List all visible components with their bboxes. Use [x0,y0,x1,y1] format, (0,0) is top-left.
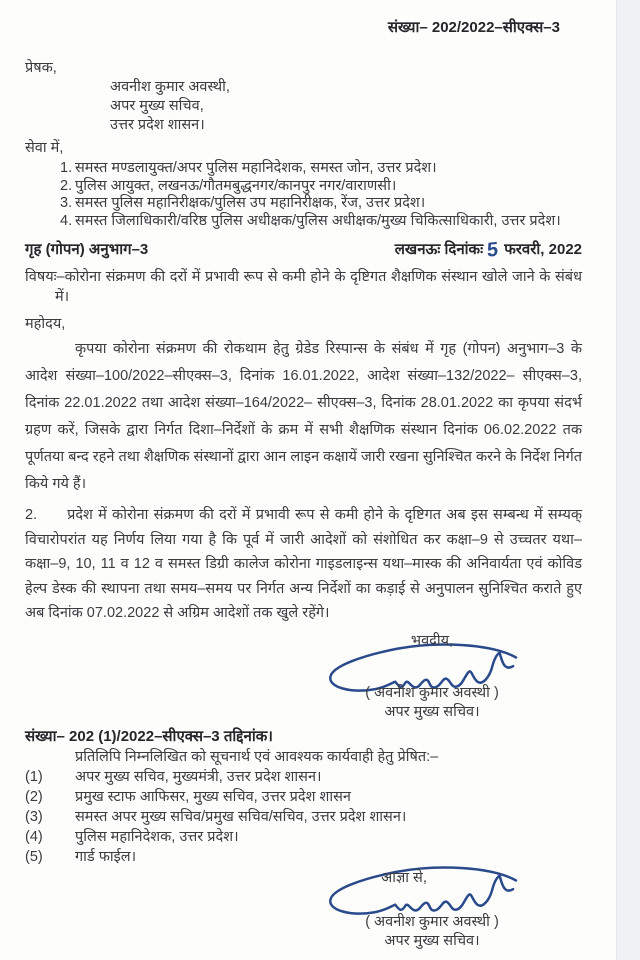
section-heading: गृह (गोपन) अनुभाग–3 [25,241,149,258]
sender-org: उत्तर प्रदेश शासन। [110,117,205,133]
recipient-number: 1. [60,160,73,176]
paragraph-2-number: 2. [25,507,38,523]
copy-item [25,767,582,787]
place-date-suffix: फरवरी, 2022 [504,241,582,258]
signature-block-by-order [312,869,552,959]
copy-reference-number: संख्या– 202 (1)/2022–सीएक्स–3 तद्दिनांक। [25,727,273,745]
copy-text: समस्त अपर मुख्य सचिव/प्रमुख सचिव/सचिव, उत्तर प्रदेश शासन। [75,808,407,825]
sender-title: अपर मुख्य सचिव, [110,98,204,114]
signature-block-main [312,632,552,724]
copy-number: (4) [25,828,43,845]
recipient-text: समस्त पुलिस महानिरीक्षक/पुलिस उप महानिरीक्षक, रेंज, उत्तर प्रदेश। [75,195,426,211]
signatory-name: ( अवनीश कुमार अवस्थी ) [365,684,499,701]
section-date-row [25,238,582,262]
copy-item [25,847,582,867]
recipient-number: 4. [60,212,73,229]
copy-item [25,827,582,847]
recipient-item [25,160,582,178]
to-label: सेवा में, [25,140,64,156]
recipient-list [25,160,582,230]
handwritten-day: 5 [487,238,499,262]
copy-text: प्रमुख स्टाफ आफिसर, मुख्य सचिव, उत्तर प्रदेश शासन [75,788,351,805]
by-order-word: आज्ञा से, [381,869,427,886]
copy-list [25,767,582,867]
closing-word: भवदीय, [410,632,454,649]
copy-item [25,787,582,807]
copy-text: गार्ड फाईल। [75,848,137,865]
copy-text: अपर मुख्य सचिव, मुख्यमंत्री, उत्तर प्रदेश शासन। [75,768,322,785]
copy-number: (1) [25,768,43,785]
sender-name: अवनीश कुमार अवस्थी, [110,79,230,95]
recipient-number: 3. [60,195,73,211]
copy-item [25,807,582,827]
paragraph-1: कृपया कोरोना संक्रमण की रोकथाम हेतु ग्रेडेड रिस्पान्स के संबंध में गृह (गोपन) अनुभाग–3 के आदेश संख्या–100/2022–सीएक्स–3, दिनांक 16.01.2022, आदेश संख्या–132/2022– सीएक्स–3, दिनांक 22.01.2022 तथा आदेश संख्या–164/2022– सीएक्स–3, दिनांक 28.01.2022 का कृपया संदर्भ ग्रहण करें, जिसके द्वारा निर्गत दिशा–निर्देशों के क्रम में सभी शैक्षणिक संस्थान दिनांक 06.02.2022 तक पूर्णतया बन्द रहने तथा शैक्षणिक संस्थानों द्वारा आन लाइन कक्षायें जारी रखना सुनिश्चित करने के निर्देश निर्गत किये गये हैं। [25,341,582,492]
sender-block [110,78,582,135]
recipient-item [25,213,582,231]
signatory-title: अपर मुख्य सचिव। [384,703,480,720]
recipient-text: समस्त जिलाधिकारी/वरिष्ठ पुलिस अधीक्षक/पुलिस अधीक्षक/मुख्य चिकित्साधिकारी, उत्तर प्रदेश। [75,212,561,229]
copy-text: पुलिस महानिदेशक, उत्तर प्रदेश। [75,828,239,845]
signatory-name: ( अवनीश कुमार अवस्थी ) [365,913,499,930]
copy-number: (3) [25,808,43,825]
copy-number: (5) [25,848,43,865]
recipient-text: समस्त मण्डलायुक्त/अपर पुलिस महानिदेशक, समस्त जोन, उत्तर प्रदेश। [75,160,437,176]
recipient-number: 2. [60,177,73,194]
from-label: प्रेषक, [25,60,57,76]
salutation: महोदय, [25,316,66,332]
place-date-prefix: लखनऊः दिनांकः [394,241,484,258]
recipient-item [25,178,582,196]
paragraph-2 [25,503,582,626]
place-date [395,238,582,262]
paragraph-2-text: प्रदेश में कोरोना संक्रमण की दरों में प्रभावी रूप से कमी होने के दृष्टिगत अब इस सम्बन्ध में सम्यक् विचारोपरांत यह निर्णय लिया गया है कि पूर्व में जारी आदेशों को संशोधित कर कक्षा–9 से उच्चतर यथा– कक्षा–9, 10, 11 व 12 व समस्त डिग्री कालेज कोरोना गाइडलाइन्स यथा–मास्क की अनिवार्यता एवं कोविड हेल्प डेस्क की स्थापना तथा समय–समय पर निर्गत अन्य निर्देशों का कड़ाई से अनुपालन सुनिश्चित कराते हुए अब दिनांक 07.02.2022 से अग्रिम आदेशों तक खुले रहेंगे। [25,507,582,621]
recipient-text: पुलिस आयुक्त, लखनऊ/गौतमबुद्धनगर/कानपुर नगर/वाराणसी। [75,177,397,194]
reference-number: संख्या– 202/2022–सीएक्स–3 [387,19,560,36]
signatory-title: अपर मुख्य सचिव। [384,932,480,949]
subject-line: विषयः–कोरोना संक्रमण की दरों में प्रभावी रूप से कमी होने के दृष्टिगत शैक्षणिक संस्थान खोले जाने के संबंध में। [25,269,582,305]
recipient-item [25,195,582,213]
copy-intro: प्रतिलिपि निम्नलिखित को सूचनार्थ एवं आवश्यक कार्यवाही हेतु प्रेषित:– [75,748,439,765]
copy-number: (2) [25,788,43,805]
